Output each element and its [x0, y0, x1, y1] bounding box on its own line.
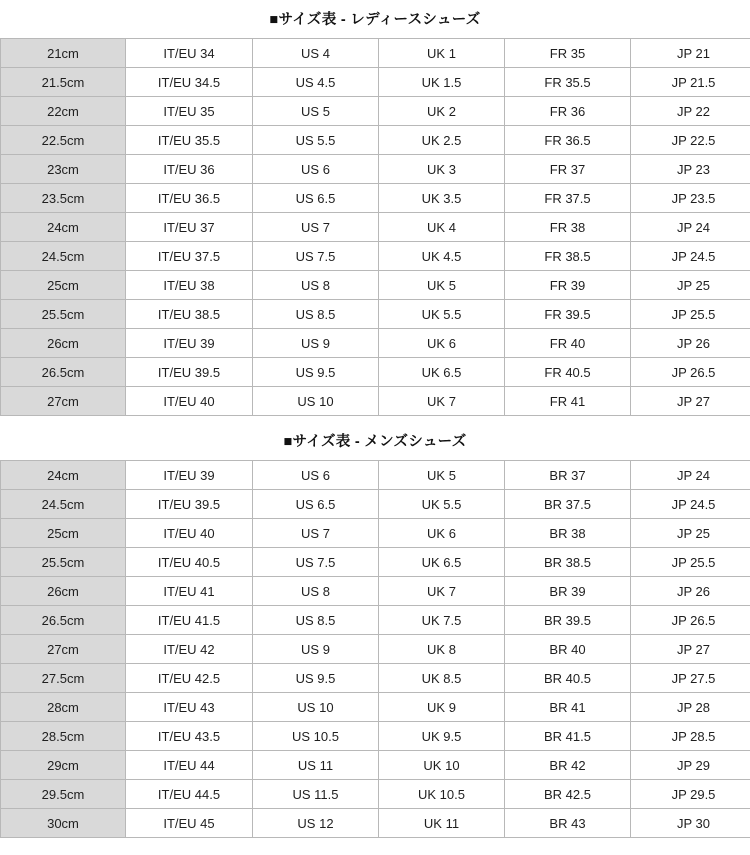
- table-row: [1, 271, 750, 300]
- size-value-cell: UK 3: [379, 155, 505, 184]
- size-value-cell: UK 5: [379, 461, 505, 490]
- size-cm-cell: 25.5cm: [1, 300, 126, 329]
- size-cm-cell: 25.5cm: [1, 548, 126, 577]
- size-value-cell: JP 29: [631, 751, 750, 780]
- size-value-cell: US 6.5: [253, 490, 379, 519]
- size-value-cell: UK 1: [379, 39, 505, 68]
- size-value-cell: FR 40.5: [505, 358, 631, 387]
- size-value-cell: IT/EU 35.5: [126, 126, 253, 155]
- size-value-cell: UK 6: [379, 329, 505, 358]
- size-value-cell: IT/EU 44: [126, 751, 253, 780]
- size-value-cell: JP 25: [631, 271, 750, 300]
- table-row: [1, 126, 750, 155]
- size-value-cell: IT/EU 43.5: [126, 722, 253, 751]
- size-value-cell: JP 27.5: [631, 664, 750, 693]
- table-row: [1, 722, 750, 751]
- table-row: [1, 577, 750, 606]
- size-table-ladies-body: [1, 39, 750, 416]
- size-value-cell: US 10: [253, 693, 379, 722]
- size-value-cell: BR 39: [505, 577, 631, 606]
- size-cm-cell: 26cm: [1, 329, 126, 358]
- size-value-cell: FR 40: [505, 329, 631, 358]
- size-value-cell: US 5: [253, 97, 379, 126]
- size-value-cell: BR 38: [505, 519, 631, 548]
- size-cm-cell: 25cm: [1, 271, 126, 300]
- size-value-cell: US 6: [253, 155, 379, 184]
- size-value-cell: BR 40.5: [505, 664, 631, 693]
- size-table-mens: [0, 460, 750, 838]
- size-value-cell: FR 39: [505, 271, 631, 300]
- size-value-cell: UK 7: [379, 577, 505, 606]
- size-value-cell: FR 37: [505, 155, 631, 184]
- size-value-cell: BR 42.5: [505, 780, 631, 809]
- size-value-cell: US 7.5: [253, 242, 379, 271]
- size-value-cell: JP 26.5: [631, 606, 750, 635]
- size-value-cell: IT/EU 37: [126, 213, 253, 242]
- size-value-cell: JP 21: [631, 39, 750, 68]
- size-cm-cell: 27cm: [1, 387, 126, 416]
- size-chart-section-mens: [0, 422, 750, 838]
- table-row: [1, 693, 750, 722]
- size-value-cell: US 9.5: [253, 664, 379, 693]
- size-value-cell: UK 6: [379, 519, 505, 548]
- size-table-mens-body: [1, 461, 750, 838]
- size-value-cell: JP 23.5: [631, 184, 750, 213]
- size-value-cell: US 8: [253, 577, 379, 606]
- table-row: [1, 387, 750, 416]
- table-row: [1, 184, 750, 213]
- size-value-cell: UK 10: [379, 751, 505, 780]
- size-value-cell: JP 26: [631, 577, 750, 606]
- size-value-cell: IT/EU 38.5: [126, 300, 253, 329]
- size-value-cell: BR 43: [505, 809, 631, 838]
- size-value-cell: UK 9.5: [379, 722, 505, 751]
- size-value-cell: BR 38.5: [505, 548, 631, 577]
- size-value-cell: JP 24.5: [631, 242, 750, 271]
- size-value-cell: JP 25.5: [631, 300, 750, 329]
- size-value-cell: UK 3.5: [379, 184, 505, 213]
- table-row: [1, 97, 750, 126]
- table-row: [1, 213, 750, 242]
- size-value-cell: BR 41.5: [505, 722, 631, 751]
- size-cm-cell: 21cm: [1, 39, 126, 68]
- size-value-cell: BR 37: [505, 461, 631, 490]
- size-value-cell: BR 40: [505, 635, 631, 664]
- size-value-cell: UK 10.5: [379, 780, 505, 809]
- size-value-cell: BR 42: [505, 751, 631, 780]
- size-value-cell: IT/EU 39.5: [126, 490, 253, 519]
- size-value-cell: IT/EU 40.5: [126, 548, 253, 577]
- size-value-cell: US 8.5: [253, 300, 379, 329]
- size-cm-cell: 27.5cm: [1, 664, 126, 693]
- size-value-cell: JP 28: [631, 693, 750, 722]
- size-chart-section-ladies: [0, 0, 750, 416]
- table-row: [1, 300, 750, 329]
- size-value-cell: US 10.5: [253, 722, 379, 751]
- size-value-cell: UK 11: [379, 809, 505, 838]
- size-value-cell: IT/EU 40: [126, 519, 253, 548]
- size-value-cell: IT/EU 41: [126, 577, 253, 606]
- size-cm-cell: 23cm: [1, 155, 126, 184]
- size-value-cell: US 7: [253, 213, 379, 242]
- table-row: [1, 242, 750, 271]
- size-value-cell: JP 27: [631, 387, 750, 416]
- size-value-cell: US 5.5: [253, 126, 379, 155]
- size-value-cell: IT/EU 34: [126, 39, 253, 68]
- table-row: [1, 809, 750, 838]
- size-value-cell: FR 38: [505, 213, 631, 242]
- size-value-cell: UK 7: [379, 387, 505, 416]
- table-row: [1, 490, 750, 519]
- table-row: [1, 39, 750, 68]
- size-value-cell: US 7.5: [253, 548, 379, 577]
- size-value-cell: BR 39.5: [505, 606, 631, 635]
- size-value-cell: IT/EU 39.5: [126, 358, 253, 387]
- size-value-cell: UK 2.5: [379, 126, 505, 155]
- table-row: [1, 751, 750, 780]
- table-row: [1, 780, 750, 809]
- size-value-cell: IT/EU 35: [126, 97, 253, 126]
- size-value-cell: US 8: [253, 271, 379, 300]
- size-value-cell: JP 25: [631, 519, 750, 548]
- size-value-cell: US 6: [253, 461, 379, 490]
- size-value-cell: UK 5: [379, 271, 505, 300]
- section-title-mens: ■サイズ表 - メンズシューズ: [283, 434, 467, 450]
- size-value-cell: IT/EU 38: [126, 271, 253, 300]
- size-value-cell: UK 1.5: [379, 68, 505, 97]
- size-value-cell: JP 27: [631, 635, 750, 664]
- section-title-ladies: ■サイズ表 - レディースシューズ: [269, 12, 481, 28]
- size-cm-cell: 24.5cm: [1, 490, 126, 519]
- size-value-cell: UK 4: [379, 213, 505, 242]
- size-value-cell: UK 5.5: [379, 490, 505, 519]
- size-value-cell: JP 22.5: [631, 126, 750, 155]
- size-value-cell: JP 26.5: [631, 358, 750, 387]
- size-value-cell: US 12: [253, 809, 379, 838]
- size-cm-cell: 24cm: [1, 213, 126, 242]
- size-value-cell: BR 41: [505, 693, 631, 722]
- size-value-cell: IT/EU 36: [126, 155, 253, 184]
- table-row: [1, 358, 750, 387]
- size-cm-cell: 28cm: [1, 693, 126, 722]
- size-cm-cell: 29cm: [1, 751, 126, 780]
- size-value-cell: US 11.5: [253, 780, 379, 809]
- table-row: [1, 68, 750, 97]
- size-value-cell: US 8.5: [253, 606, 379, 635]
- size-cm-cell: 23.5cm: [1, 184, 126, 213]
- size-value-cell: BR 37.5: [505, 490, 631, 519]
- size-value-cell: IT/EU 40: [126, 387, 253, 416]
- size-value-cell: US 10: [253, 387, 379, 416]
- size-value-cell: US 9.5: [253, 358, 379, 387]
- size-value-cell: JP 24: [631, 461, 750, 490]
- size-value-cell: JP 24.5: [631, 490, 750, 519]
- size-value-cell: IT/EU 34.5: [126, 68, 253, 97]
- size-value-cell: US 7: [253, 519, 379, 548]
- size-value-cell: UK 8: [379, 635, 505, 664]
- size-cm-cell: 24cm: [1, 461, 126, 490]
- size-value-cell: FR 37.5: [505, 184, 631, 213]
- size-value-cell: IT/EU 39: [126, 461, 253, 490]
- size-value-cell: FR 39.5: [505, 300, 631, 329]
- size-cm-cell: 21.5cm: [1, 68, 126, 97]
- size-value-cell: FR 41: [505, 387, 631, 416]
- size-value-cell: FR 35: [505, 39, 631, 68]
- size-cm-cell: 22cm: [1, 97, 126, 126]
- size-cm-cell: 24.5cm: [1, 242, 126, 271]
- size-value-cell: JP 21.5: [631, 68, 750, 97]
- size-cm-cell: 27cm: [1, 635, 126, 664]
- table-row: [1, 329, 750, 358]
- size-cm-cell: 28.5cm: [1, 722, 126, 751]
- size-value-cell: FR 38.5: [505, 242, 631, 271]
- size-value-cell: UK 5.5: [379, 300, 505, 329]
- size-value-cell: IT/EU 43: [126, 693, 253, 722]
- size-cm-cell: 30cm: [1, 809, 126, 838]
- size-value-cell: JP 25.5: [631, 548, 750, 577]
- size-value-cell: IT/EU 44.5: [126, 780, 253, 809]
- size-value-cell: FR 36: [505, 97, 631, 126]
- table-row: [1, 664, 750, 693]
- size-value-cell: IT/EU 41.5: [126, 606, 253, 635]
- size-value-cell: IT/EU 42.5: [126, 664, 253, 693]
- size-cm-cell: 22.5cm: [1, 126, 126, 155]
- size-value-cell: UK 2: [379, 97, 505, 126]
- size-value-cell: IT/EU 37.5: [126, 242, 253, 271]
- size-value-cell: UK 6.5: [379, 358, 505, 387]
- size-table-ladies: [0, 38, 750, 416]
- size-value-cell: UK 8.5: [379, 664, 505, 693]
- table-row: [1, 461, 750, 490]
- size-value-cell: IT/EU 45: [126, 809, 253, 838]
- size-value-cell: JP 23: [631, 155, 750, 184]
- size-cm-cell: 29.5cm: [1, 780, 126, 809]
- table-row: [1, 548, 750, 577]
- size-value-cell: JP 26: [631, 329, 750, 358]
- size-value-cell: UK 9: [379, 693, 505, 722]
- size-value-cell: US 4: [253, 39, 379, 68]
- table-row: [1, 635, 750, 664]
- size-value-cell: US 6.5: [253, 184, 379, 213]
- size-value-cell: US 4.5: [253, 68, 379, 97]
- size-value-cell: IT/EU 36.5: [126, 184, 253, 213]
- size-value-cell: FR 35.5: [505, 68, 631, 97]
- size-cm-cell: 26cm: [1, 577, 126, 606]
- size-cm-cell: 25cm: [1, 519, 126, 548]
- size-value-cell: JP 22: [631, 97, 750, 126]
- size-value-cell: US 9: [253, 635, 379, 664]
- size-value-cell: JP 28.5: [631, 722, 750, 751]
- size-value-cell: JP 30: [631, 809, 750, 838]
- size-cm-cell: 26.5cm: [1, 358, 126, 387]
- size-value-cell: IT/EU 39: [126, 329, 253, 358]
- table-row: [1, 519, 750, 548]
- size-value-cell: UK 4.5: [379, 242, 505, 271]
- size-cm-cell: 26.5cm: [1, 606, 126, 635]
- size-value-cell: JP 29.5: [631, 780, 750, 809]
- size-value-cell: UK 6.5: [379, 548, 505, 577]
- table-row: [1, 155, 750, 184]
- size-value-cell: IT/EU 42: [126, 635, 253, 664]
- size-value-cell: US 9: [253, 329, 379, 358]
- table-row: [1, 606, 750, 635]
- size-value-cell: US 11: [253, 751, 379, 780]
- size-value-cell: UK 7.5: [379, 606, 505, 635]
- size-value-cell: JP 24: [631, 213, 750, 242]
- size-value-cell: FR 36.5: [505, 126, 631, 155]
